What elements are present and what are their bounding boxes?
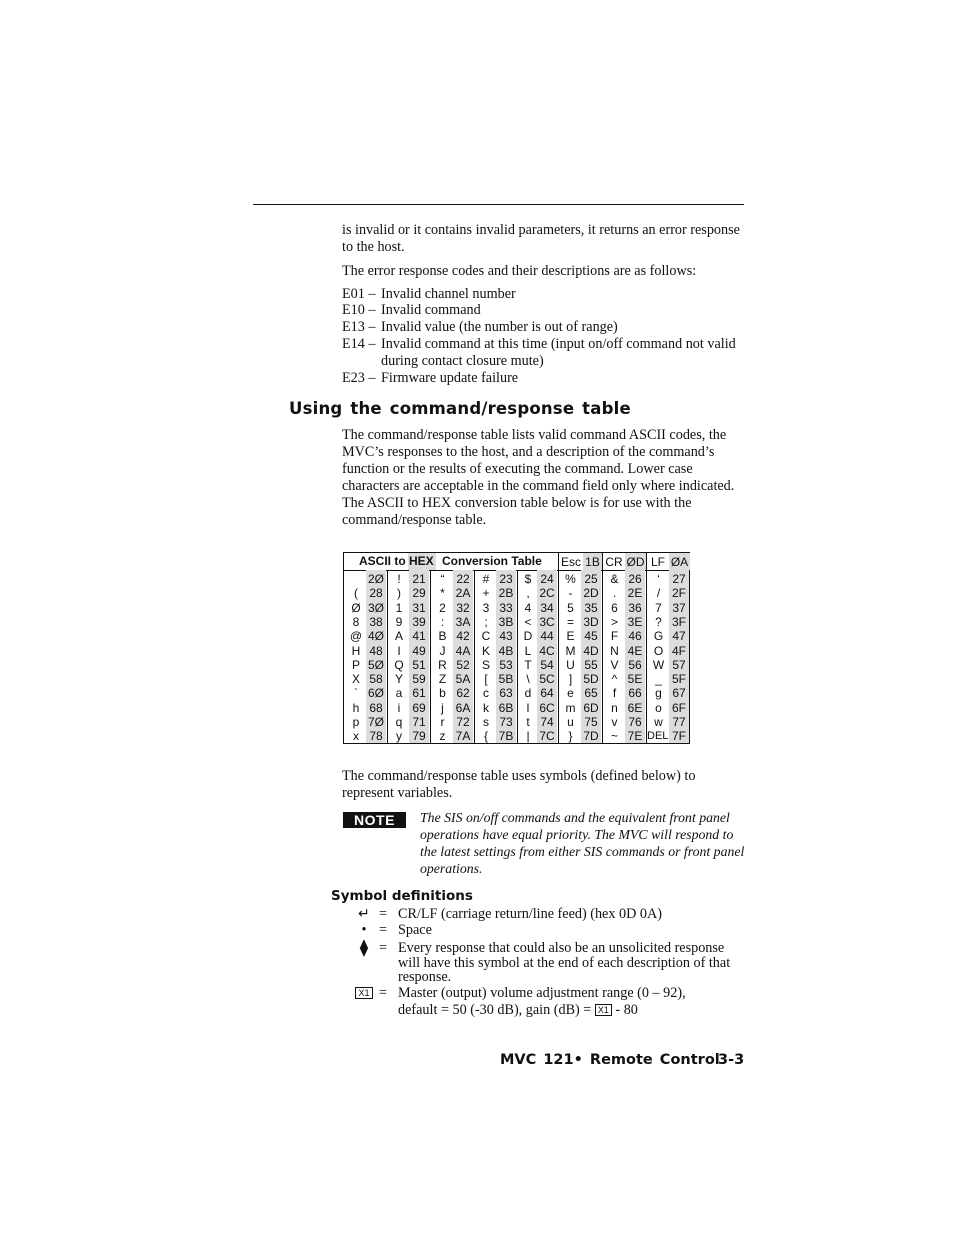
hex-value: 5B: [498, 672, 514, 687]
ascii-char: ]: [568, 672, 573, 687]
hex-value: 6C: [539, 700, 555, 715]
hex-value: 3E: [627, 614, 643, 629]
table-header: [344, 553, 689, 571]
hex-value: 4D: [583, 643, 599, 658]
hex-value: 3Ø: [367, 600, 384, 615]
column-divider: [387, 570, 388, 743]
hex-value: 67: [672, 686, 686, 701]
ascii-char: H: [351, 643, 361, 658]
ascii-char: b: [439, 686, 446, 701]
hex-value: 28: [369, 586, 383, 601]
hex-value: 2D: [583, 586, 599, 601]
hex-value: 37: [672, 600, 686, 615]
ascii-char: <: [524, 614, 532, 629]
ascii-char: u: [567, 715, 574, 729]
hex-value: 6F: [671, 700, 686, 715]
hex-value: 44: [540, 629, 554, 644]
ascii-char: l: [526, 700, 530, 715]
ascii-char: ^: [611, 672, 618, 687]
ascii-char: Z: [438, 672, 447, 687]
section-body: The command/response table lists valid command ASCII codes, the MVC’s responses to the host, and a description of the command’s function or the results of executing the command. Lower case characters are acceptable in the command field only where indicated. The ASCII to HEX conversion table below is for use with the command/response table.: [342, 427, 735, 528]
equals-sign: =: [379, 985, 388, 1001]
top-rule: [253, 204, 744, 205]
hex-value: 4Ø: [367, 629, 384, 644]
header-hex-esc: 1B: [585, 555, 600, 569]
hex-value: 68: [369, 700, 383, 715]
hex-value: 2C: [539, 586, 555, 601]
ascii-char: g: [655, 686, 662, 701]
ascii-char: %: [565, 572, 576, 586]
hex-value: 51: [412, 657, 426, 672]
hex-value: 75: [584, 715, 598, 729]
ascii-char: !: [397, 572, 401, 586]
hex-value: 71: [412, 715, 426, 729]
hex-value: 64: [540, 686, 554, 701]
ascii-char: v: [611, 715, 618, 729]
ascii-char: t: [526, 715, 530, 729]
hex-value: 2F: [671, 586, 686, 601]
ascii-char: /: [656, 586, 661, 601]
ascii-char: >: [610, 614, 618, 629]
ascii-char: 8: [352, 614, 360, 629]
ascii-char: +: [482, 586, 490, 601]
symbol-definitions-heading: Symbol definitions: [331, 888, 473, 904]
hex-value: 3D: [583, 614, 599, 629]
ascii-char: O: [653, 643, 664, 658]
hex-value: 7B: [498, 729, 514, 744]
hex-value: 56: [628, 657, 642, 672]
ascii-char: 1: [395, 600, 403, 615]
table-body: [344, 570, 689, 743]
symbol-definition: Every response that could also be an unsolicited response will have this symbol at the end of each description of that response.: [398, 940, 731, 985]
hex-value: 31: [412, 600, 426, 615]
ascii-char: Q: [394, 657, 404, 672]
diamond-icon: ⧫: [359, 938, 369, 957]
hex-value: 65: [584, 686, 598, 701]
ascii-char: R: [438, 657, 447, 672]
hex-value: 4B: [498, 643, 514, 658]
hex-value: 3A: [455, 614, 471, 629]
hex-value: 41: [412, 629, 426, 644]
hex-value: 76: [628, 715, 642, 729]
hex-value: 6E: [627, 700, 643, 715]
symbol-definition: CR/LF (carriage return/line feed) (hex 0D 0A): [398, 906, 662, 922]
hex-value: 57: [672, 657, 686, 672]
ascii-char: e: [567, 686, 574, 701]
ascii-char: x: [353, 729, 359, 744]
ascii-char: K: [481, 643, 490, 658]
ascii-char: _: [655, 672, 662, 687]
error-code: E01 –: [342, 286, 376, 302]
ascii-char: `: [354, 686, 358, 701]
ascii-char: k: [483, 700, 489, 715]
hex-value: 6Ø: [367, 686, 384, 701]
ascii-char: X: [351, 672, 360, 687]
note-badge: NOTE: [343, 812, 406, 828]
symbols-intro-paragraph: The command/response table uses symbols (defined below) to represent variables.: [342, 768, 696, 801]
error-description: Firmware update failure: [381, 370, 519, 386]
ascii-char: y: [396, 729, 402, 744]
hex-value: 4A: [455, 643, 471, 658]
hex-value: 32: [456, 600, 470, 615]
column-divider: [602, 570, 603, 743]
hex-value: 33: [499, 600, 513, 615]
symbol-definition-line2-post: - 80: [615, 1002, 638, 1018]
ascii-char: C: [481, 629, 491, 644]
hex-value: 62: [456, 686, 470, 701]
hex-value: 3F: [671, 614, 686, 629]
ascii-char: E: [566, 629, 575, 644]
ascii-char: Y: [394, 672, 403, 687]
ascii-char: &: [610, 572, 619, 586]
ascii-char: S: [481, 657, 490, 672]
equals-sign: =: [379, 940, 388, 956]
ascii-char: a: [395, 686, 403, 701]
x1-variable-icon: X1: [595, 1004, 612, 1016]
hex-value: 54: [540, 657, 554, 672]
ascii-char: ‘: [657, 572, 660, 586]
hex-value: 63: [499, 686, 513, 701]
symbol-definition: Space: [398, 922, 432, 938]
ascii-char: 9: [395, 614, 403, 629]
column-divider: [517, 570, 518, 743]
symbol-definition: [398, 985, 748, 1019]
header-hex-cr: ØD: [626, 555, 645, 569]
ascii-char: 4: [524, 600, 532, 615]
ascii-char: 5: [567, 600, 574, 615]
ascii-char: c: [483, 686, 489, 701]
hex-value: 5E: [627, 672, 643, 687]
ascii-char: D: [523, 629, 533, 644]
ascii-char: L: [524, 643, 532, 658]
ascii-char: “: [440, 572, 445, 586]
ascii-char: U: [566, 657, 575, 672]
hex-value: 38: [369, 614, 383, 629]
hex-value: 5C: [539, 672, 555, 687]
ascii-char: -: [568, 586, 573, 601]
hex-value: 43: [499, 629, 513, 644]
x1-variable-icon: X1: [355, 987, 372, 999]
hex-value: 58: [369, 672, 383, 687]
header-key-esc: Esc: [560, 555, 581, 569]
ascii-char: d: [524, 686, 532, 701]
equals-sign: =: [379, 922, 388, 938]
hex-value: 69: [412, 700, 426, 715]
ascii-char: ~: [610, 729, 618, 744]
column-divider: [430, 570, 431, 743]
hex-value: 49: [412, 643, 426, 658]
hex-value: 23: [499, 572, 513, 586]
hex-value: 5Ø: [367, 657, 384, 672]
ascii-char: o: [655, 700, 662, 715]
error-description: Invalid channel number: [381, 286, 516, 302]
equals-sign: =: [379, 906, 388, 922]
hex-value: 55: [584, 657, 598, 672]
hex-value: 2A: [455, 586, 471, 601]
ascii-char: \: [526, 672, 530, 687]
column-divider: [646, 570, 647, 743]
return-arrow-icon: ↵: [358, 906, 370, 922]
hex-value: 5A: [455, 672, 471, 687]
hex-value: 42: [456, 629, 470, 644]
hex-value: 22: [456, 572, 470, 586]
ascii-char: :: [440, 614, 445, 629]
hex-value: 78: [369, 729, 383, 744]
ascii-char: V: [610, 657, 619, 672]
hex-value: 7C: [539, 729, 555, 744]
error-code: E13 –: [342, 319, 376, 335]
hex-value: 48: [369, 643, 383, 658]
ascii-char: A: [394, 629, 403, 644]
ascii-char: ;: [484, 614, 488, 629]
ascii-char: Ø: [351, 600, 361, 615]
ascii-char: 6: [611, 600, 618, 615]
symbol-definition-line2-pre: default = 50 (-30 dB), gain (dB) =: [398, 1002, 592, 1018]
hex-value: 6D: [583, 700, 599, 715]
ascii-char: DEL: [647, 730, 669, 743]
hex-value: 61: [412, 686, 426, 701]
hex-value: 7D: [583, 729, 599, 744]
hex-value: 26: [628, 572, 642, 586]
error-description: Invalid value (the number is out of range): [381, 319, 618, 335]
hex-value: 24: [540, 572, 554, 586]
hex-value: 2E: [627, 586, 643, 601]
ascii-char: ?: [655, 614, 662, 629]
header-key-lf: LF: [650, 555, 665, 569]
page-number: 3-3: [718, 1052, 745, 1068]
table-title-prefix: ASCII to: [359, 554, 406, 568]
ascii-char: P: [351, 657, 360, 672]
hex-value: 45: [584, 629, 598, 644]
ascii-char: (: [354, 586, 358, 601]
ascii-char: i: [397, 700, 401, 715]
ascii-hex-table: [343, 552, 690, 744]
hex-value: 46: [628, 629, 642, 644]
hex-value: 4E: [627, 643, 643, 658]
hex-value: 27: [672, 572, 686, 586]
ascii-char: z: [439, 729, 446, 744]
ascii-char: #: [482, 572, 490, 586]
error-code: E23 –: [342, 370, 376, 386]
ascii-char: ): [397, 586, 401, 601]
ascii-char: h: [352, 700, 360, 715]
ascii-char: J: [439, 643, 446, 658]
hex-value: 34: [540, 600, 554, 615]
symbol-definition-line1: Master (output) volume adjustment range (0 – 92),: [398, 985, 686, 1001]
error-description: Invalid command: [381, 302, 481, 318]
ascii-char: M: [565, 643, 576, 658]
bullet-icon: •: [361, 922, 367, 938]
hex-value: 59: [412, 672, 426, 687]
hex-value: 5F: [671, 672, 686, 687]
hex-value: 53: [499, 657, 513, 672]
ascii-char: m: [565, 700, 576, 715]
hex-value: 7Ø: [367, 715, 384, 729]
ascii-char: @: [349, 629, 363, 644]
ascii-char: }: [568, 729, 573, 744]
error-code: E10 –: [342, 302, 376, 318]
hex-value: 5D: [583, 672, 599, 687]
ascii-char: n: [611, 700, 618, 715]
ascii-char: W: [652, 657, 665, 672]
table-title-hex: HEX: [409, 554, 434, 568]
column-divider: [558, 570, 559, 743]
ascii-char: .: [612, 586, 617, 601]
hex-value: 7A: [455, 729, 471, 744]
ascii-char: s: [483, 715, 489, 729]
hex-value: 2Ø: [367, 572, 384, 586]
hex-value: 36: [628, 600, 642, 615]
hex-value: 4F: [671, 643, 686, 658]
hex-value: 4C: [539, 643, 555, 658]
ascii-char: f: [612, 686, 617, 701]
hex-value: 2B: [498, 586, 514, 601]
table-title-suffix: Conversion Table: [442, 554, 542, 568]
ascii-char: j: [441, 700, 444, 715]
ascii-char: ,: [526, 586, 530, 601]
hex-value: 6A: [455, 700, 471, 715]
header-hex-lf: ØA: [670, 555, 689, 569]
hex-value: 29: [412, 586, 426, 601]
footer-title: MVC 121• Remote Control: [500, 1052, 720, 1068]
hex-value: 73: [499, 715, 513, 729]
hex-value: 39: [412, 614, 426, 629]
ascii-char: N: [610, 643, 619, 658]
hex-value: 25: [584, 572, 598, 586]
hex-value: 3B: [498, 614, 514, 629]
hex-value: 79: [412, 729, 426, 744]
ascii-char: G: [653, 629, 664, 644]
header-key-cr: CR: [605, 555, 623, 569]
hex-value: 7E: [627, 729, 643, 744]
ascii-char: {: [483, 729, 488, 744]
ascii-char: T: [524, 657, 532, 672]
intro-paragraph: is invalid or it contains invalid parameters, it returns an error response to the host.: [342, 222, 740, 255]
ascii-char: |: [526, 729, 530, 744]
hex-value: 3C: [539, 614, 555, 629]
ascii-char: *: [440, 586, 445, 601]
error-intro-paragraph: The error response codes and their descriptions are as follows:: [342, 263, 697, 279]
ascii-char: r: [440, 715, 445, 729]
hex-value: 47: [672, 629, 686, 644]
ascii-char: 7: [655, 600, 662, 615]
hex-value: 7F: [671, 729, 686, 744]
ascii-char: [: [484, 672, 488, 687]
column-divider: [474, 570, 475, 743]
ascii-char: 2: [439, 600, 446, 615]
ascii-char: p: [352, 715, 360, 729]
hex-value: 6B: [498, 700, 514, 715]
ascii-char: w: [654, 715, 663, 729]
note-text: The SIS on/off commands and the equivalent front panel operations have equal priority. The MVC will respond to the latest settings from either SIS commands or front panel operations.: [420, 810, 745, 876]
section-heading: Using the command/response table: [289, 399, 631, 418]
hex-value: 74: [540, 715, 554, 729]
ascii-char: F: [610, 629, 619, 644]
ascii-char: q: [395, 715, 403, 729]
hex-value: 52: [456, 657, 470, 672]
hex-value: 66: [628, 686, 642, 701]
hex-value: 72: [456, 715, 470, 729]
ascii-char: =: [566, 614, 574, 629]
ascii-char: 3: [482, 600, 490, 615]
hex-value: 35: [584, 600, 598, 615]
hex-value: 77: [672, 715, 686, 729]
hex-value: 21: [412, 572, 426, 586]
ascii-char: I: [397, 643, 401, 658]
ascii-char: B: [438, 629, 447, 644]
error-description: Invalid command at this time (input on/off command not valid during contact closure mute): [381, 336, 736, 369]
error-code: E14 –: [342, 336, 376, 352]
ascii-char: $: [524, 572, 532, 586]
